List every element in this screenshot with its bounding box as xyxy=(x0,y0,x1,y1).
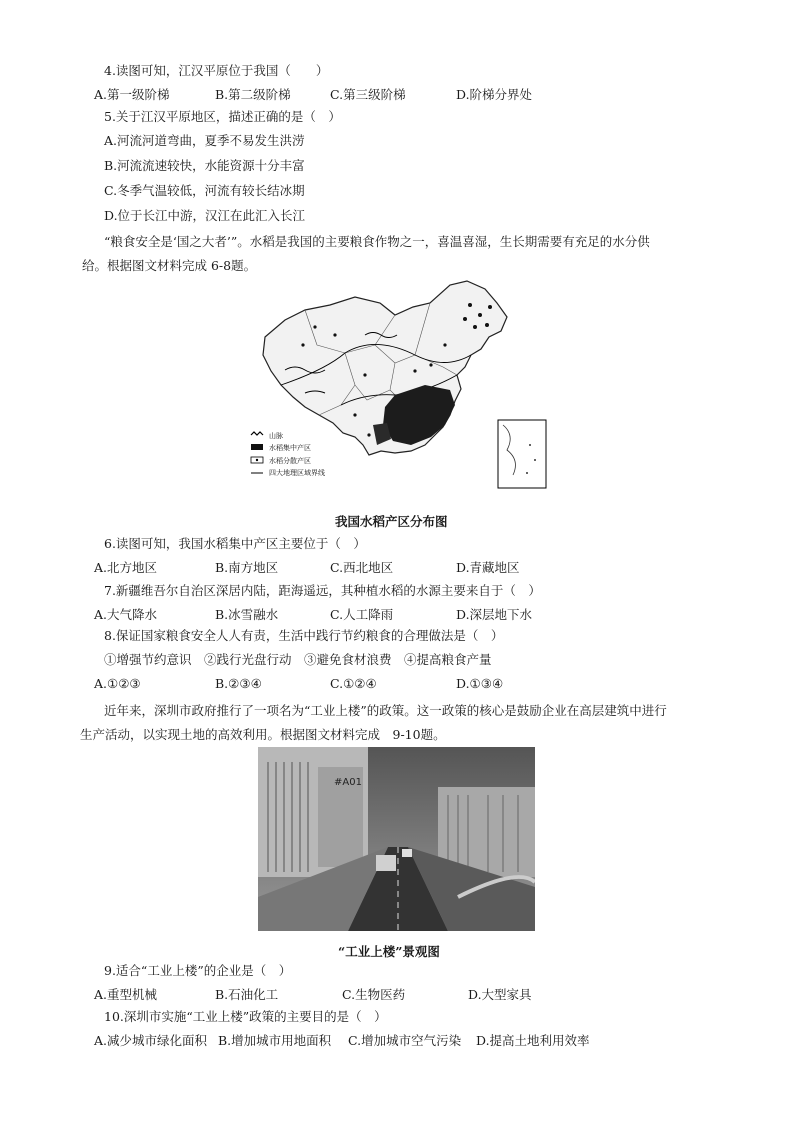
truck-1 xyxy=(376,855,396,871)
passage1-line1: “粮食安全是‘国之大者’”。水稻是我国的主要粮食作物之一，喜温喜湿，生长期需要有充足的水分供 xyxy=(104,234,650,249)
q7-stem: 7.新疆维吾尔自治区深居内陆，距海遥远，其种植水稻的水源主要来自于（ ） xyxy=(104,583,541,598)
passage2-line1: 近年来，深圳市政府推行了一项名为“工业上楼”的政策。这一政策的核心是鼓励企业在高层建筑中进行 xyxy=(104,703,667,718)
q4-stem: 4.读图可知，江汉平原位于我国（ ） xyxy=(104,63,329,78)
building-sign: #A01 xyxy=(334,777,362,788)
legend-dispersed: 水稻分散产区 xyxy=(269,457,311,465)
q8-option-d: D.①③④ xyxy=(456,676,504,691)
mountain-legend-icon xyxy=(251,432,263,435)
q5-option-b: B.河流流速较快，水能资源十分丰富 xyxy=(104,158,305,173)
q9-stem: 9.适合“工业上楼”的企业是（ ） xyxy=(104,963,292,978)
photo-graphic xyxy=(258,747,535,931)
south-china-sea-inset xyxy=(498,420,546,488)
q8-option-b: B.②③④ xyxy=(215,676,262,691)
q5-option-c: C.冬季气温较低，河流有较长结冰期 xyxy=(104,183,305,198)
q10-stem: 10.深圳市实施“工业上楼”政策的主要目的是（ ） xyxy=(104,1009,387,1024)
photo-caption: “工业上楼”景观图 xyxy=(338,944,440,959)
map-legend xyxy=(251,431,325,477)
q10-option-d: D.提高土地利用效率 xyxy=(476,1033,590,1048)
q7-option-d: D.深层地下水 xyxy=(456,607,533,622)
q9-option-b: B.石油化工 xyxy=(215,987,279,1002)
q8-option-a: A.①②③ xyxy=(94,676,141,691)
q4-option-d: D.阶梯分界处 xyxy=(456,87,533,102)
legend-boundary: 四大地理区域界线 xyxy=(269,469,325,477)
industry-upstairs-photo xyxy=(258,747,535,931)
q6-option-c: C.西北地区 xyxy=(330,560,394,575)
truck-2 xyxy=(402,849,412,857)
q10-option-a: A.减少城市绿化面积 xyxy=(94,1033,208,1048)
q9-option-a: A.重型机械 xyxy=(94,987,158,1002)
passage1-line2: 给。根据图文材料完成 6-8题。 xyxy=(82,258,257,273)
china-map-graphic xyxy=(245,275,550,492)
q4-option-b: B.第二级阶梯 xyxy=(215,87,291,102)
q7-option-c: C.人工降雨 xyxy=(330,607,394,622)
q8-items: ①增强节约意识 ②践行光盘行动 ③避免食材浪费 ④提高粮食产量 xyxy=(104,652,492,667)
q5-stem: 5.关于江汉平原地区，描述正确的是（ ） xyxy=(104,109,341,124)
q7-option-b: B.冰雪融水 xyxy=(215,607,279,622)
q6-stem: 6.读图可知，我国水稻集中产区主要位于（ ） xyxy=(104,536,366,551)
q7-option-a: A.大气降水 xyxy=(94,607,158,622)
legend-concentrated: 水稻集中产区 xyxy=(269,444,311,452)
q8-stem: 8.保证国家粮食安全人人有责，生活中践行节约粮食的合理做法是（ ） xyxy=(104,628,504,643)
q6-option-a: A.北方地区 xyxy=(94,560,158,575)
map-caption: 我国水稻产区分布图 xyxy=(335,514,448,529)
q4-option-a: A.第一级阶梯 xyxy=(94,87,170,102)
rice-distribution-map xyxy=(245,275,550,492)
q10-option-c: C.增加城市空气污染 xyxy=(348,1033,462,1048)
q6-option-b: B.南方地区 xyxy=(215,560,279,575)
q6-option-d: D.青藏地区 xyxy=(456,560,520,575)
q8-option-c: C.①②④ xyxy=(330,676,377,691)
q5-option-a: A.河流河道弯曲，夏季不易发生洪涝 xyxy=(104,133,305,148)
q5-option-d: D.位于长江中游，汉江在此汇入长江 xyxy=(104,208,306,223)
q10-option-b: B.增加城市用地面积 xyxy=(218,1033,332,1048)
passage2-line2: 生产活动，以实现土地的高效利用。根据图文材料完成 9-10题。 xyxy=(80,727,446,742)
legend-mountain: 山脉 xyxy=(269,432,283,440)
q4-option-c: C.第三级阶梯 xyxy=(330,87,406,102)
q9-option-c: C.生物医药 xyxy=(342,987,406,1002)
q9-option-d: D.大型家具 xyxy=(468,987,532,1002)
concentrated-legend-icon xyxy=(251,444,263,450)
